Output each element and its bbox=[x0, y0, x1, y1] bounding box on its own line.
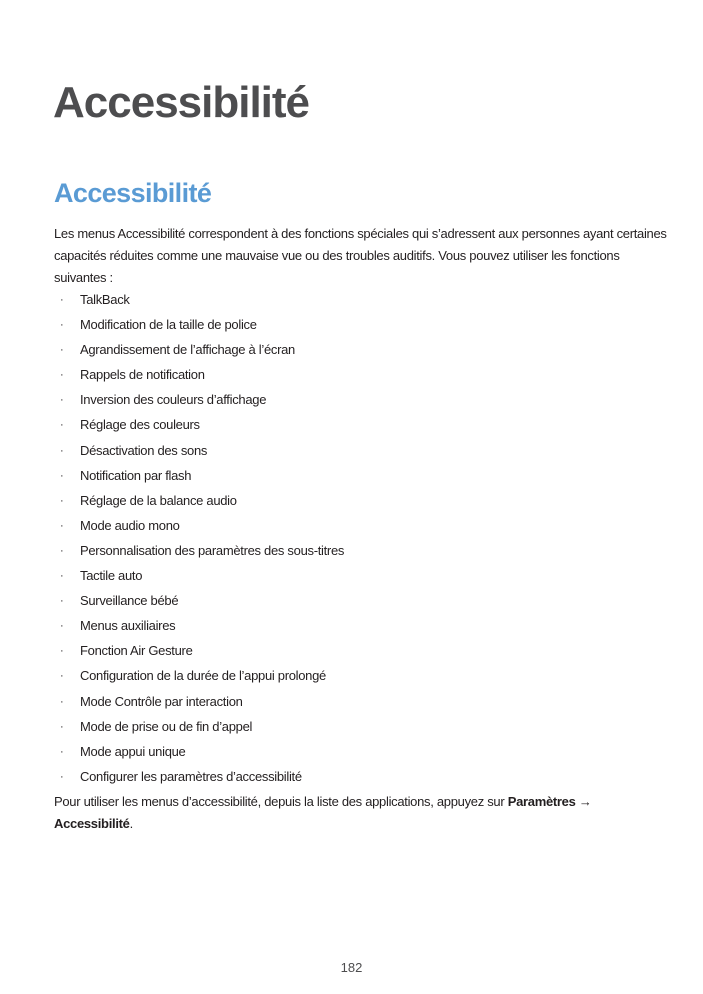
list-item-label: Fonction Air Gesture bbox=[80, 643, 193, 659]
list-item-label: TalkBack bbox=[80, 292, 130, 307]
outro-paragraph: Pour utiliser les menus d’accessibilité, depuis la liste des applications, appuyez sur Paramètres → Accessibilité. bbox=[54, 794, 592, 831]
list-item bbox=[54, 540, 344, 565]
list-item bbox=[54, 440, 344, 465]
list-item-label: Notification par flash bbox=[80, 467, 192, 483]
bullet-icon: · bbox=[60, 595, 64, 608]
list-item-label: Mode Contrôle par interaction bbox=[80, 693, 243, 709]
list-item-label: Personnalisation des paramètres des sous-titres bbox=[80, 542, 345, 558]
list-item-label: Mode de prise ou de fin d’appel bbox=[80, 718, 253, 734]
list-item-label: Surveillance bébé bbox=[80, 593, 179, 609]
bullet-icon: · bbox=[60, 469, 64, 482]
list-item-label: Modification de la taille de police bbox=[80, 317, 257, 333]
list-item-label: Mode audio mono bbox=[80, 517, 180, 533]
intro-paragraph: Les menus Accessibilité correspondent à des fonctions spéciales qui s’adressent aux personnes ayant certaines capacités réduites comme une mauvaise vue ou des troubles auditifs. Vous pouvez utiliser les fonctions suivantes : bbox=[54, 226, 667, 285]
list-item-label: Mode appui unique bbox=[80, 743, 186, 759]
list-item bbox=[54, 766, 344, 791]
arrow: → bbox=[575, 794, 592, 809]
bullet-icon: · bbox=[60, 695, 64, 708]
bullet-icon: · bbox=[60, 770, 64, 783]
list-item-label: Configurer les paramètres d’accessibilité bbox=[80, 768, 302, 784]
section-title: Accessibilité bbox=[54, 178, 212, 208]
feature-list bbox=[54, 289, 344, 791]
list-item bbox=[54, 665, 344, 690]
bullet-icon: · bbox=[60, 319, 64, 332]
settings-path-parametres: Paramètres bbox=[507, 794, 576, 809]
list-item-label: Agrandissement de l’affichage à l’écran bbox=[80, 342, 295, 358]
bullet-icon: · bbox=[60, 670, 64, 683]
list-item bbox=[54, 364, 344, 389]
bullet-icon: · bbox=[60, 519, 64, 532]
list-item bbox=[54, 339, 344, 364]
bullet-icon: · bbox=[60, 419, 64, 432]
list-item bbox=[54, 314, 344, 339]
bullet-icon: · bbox=[60, 494, 64, 507]
list-item bbox=[54, 389, 344, 414]
list-item-label: Menus auxiliaires bbox=[80, 618, 176, 634]
list-item-label: Rappels de notification bbox=[80, 367, 205, 383]
list-item bbox=[54, 640, 344, 665]
list-item-label: Réglage des couleurs bbox=[80, 417, 200, 433]
list-item bbox=[54, 615, 344, 640]
list-item bbox=[54, 565, 344, 590]
bullet-icon: · bbox=[60, 620, 64, 633]
list-item bbox=[54, 691, 344, 716]
list-item-label: Configuration de la durée de l’appui prolongé bbox=[80, 668, 326, 684]
bullet-icon: · bbox=[60, 720, 64, 733]
chapter-title: Accessibilité bbox=[53, 78, 310, 127]
list-item bbox=[54, 741, 344, 766]
bullet-icon: · bbox=[60, 645, 64, 658]
bullet-icon: · bbox=[60, 444, 64, 457]
list-item bbox=[54, 414, 344, 439]
list-item bbox=[54, 590, 344, 615]
settings-path-accessibilite: Accessibilité bbox=[54, 816, 130, 831]
bullet-icon: · bbox=[60, 745, 64, 758]
bullet-icon: · bbox=[60, 544, 64, 557]
bullet-icon: · bbox=[60, 344, 64, 357]
page-number: 182 bbox=[340, 960, 363, 975]
list-item-label: Réglage de la balance audio bbox=[80, 492, 237, 508]
list-item-label: Tactile auto bbox=[80, 568, 143, 584]
bullet-icon: · bbox=[60, 294, 64, 306]
bullet-icon: · bbox=[60, 570, 64, 583]
list-item bbox=[54, 515, 344, 540]
list-item bbox=[54, 289, 344, 314]
bullet-icon: · bbox=[60, 369, 64, 382]
list-item bbox=[54, 465, 344, 490]
bullet-icon: · bbox=[60, 394, 64, 407]
list-item-label: Inversion des couleurs d’affichage bbox=[80, 392, 267, 408]
list-item bbox=[54, 490, 344, 515]
list-item-label: Désactivation des sons bbox=[80, 442, 208, 458]
list-item bbox=[54, 716, 344, 741]
